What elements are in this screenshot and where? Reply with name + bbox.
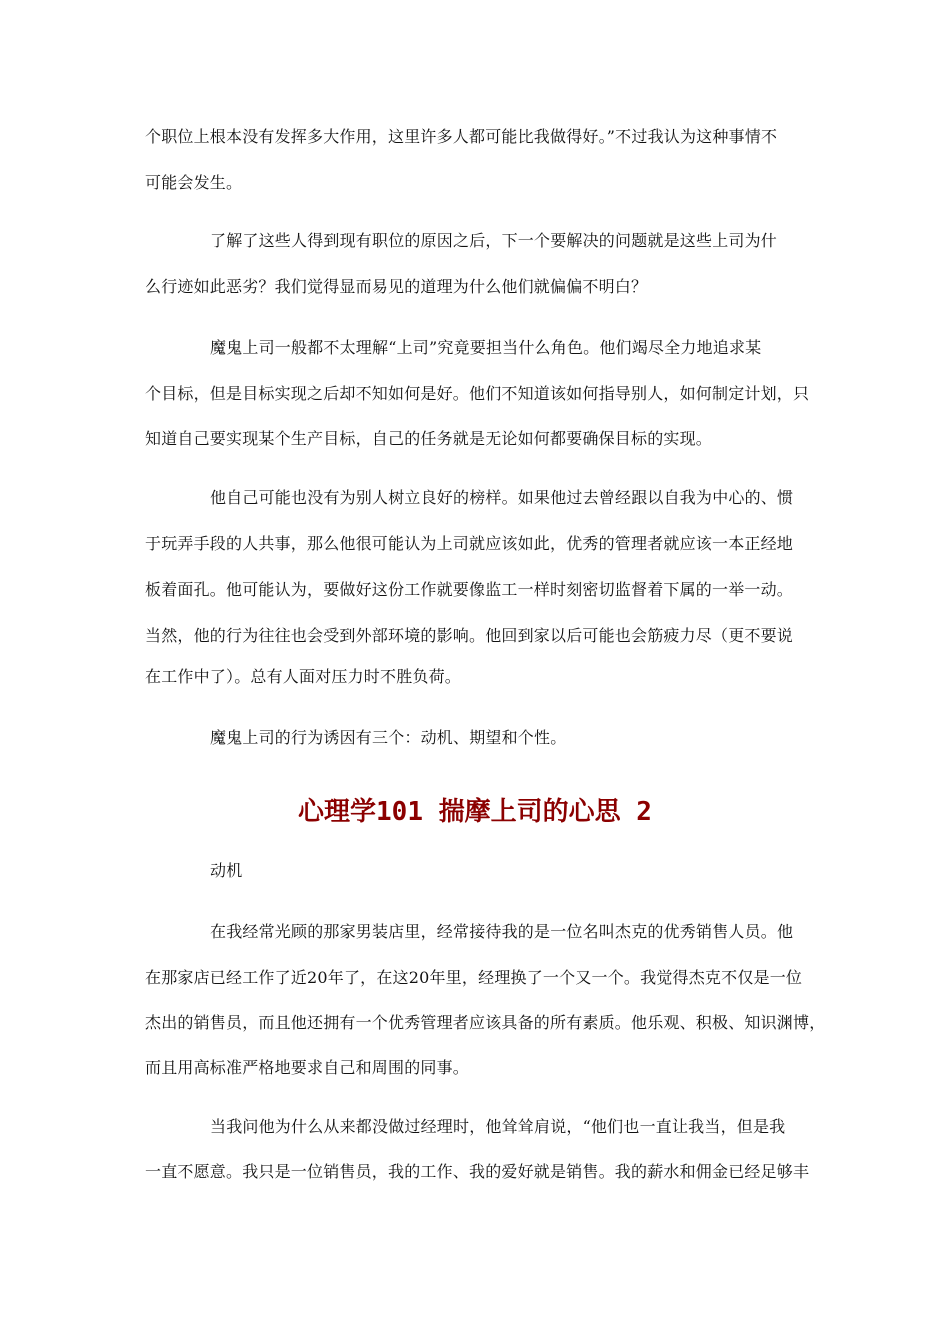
paragraph-2-line-2: 么行迹如此恶劣？我们觉得显而易见的道理为什么他们就偏偏不明白？	[145, 277, 648, 296]
paragraph-1-line-2: 可能会发生。	[145, 173, 243, 192]
paragraph-2-line-1: 了解了这些人得到现有职位的原因之后，下一个要解决的问题就是这些上司为什	[210, 231, 778, 250]
section-heading: 心理学101 揣摩上司的心思 2	[298, 797, 652, 827]
paragraph-6-line-1: 在我经常光顾的那家男装店里，经常接待我的是一位名叫杰克的优秀销售人员。他	[210, 922, 794, 941]
subheading: 动机	[210, 861, 243, 880]
paragraph-4-line-2: 于玩弄手段的人共事，那么他很可能认为上司就应该如此，优秀的管理者就应该一本正经地	[145, 534, 794, 553]
paragraph-5-line-1: 魔鬼上司的行为诱因有三个：动机、期望和个性。	[210, 728, 567, 747]
paragraph-3-line-1: 魔鬼上司一般都不太理解“上司”究竟要担当什么角色。他们竭尽全力地追求某	[210, 338, 762, 357]
paragraph-3-line-3: 知道自己要实现某个生产目标，自己的任务就是无论如何都要确保目标的实现。	[145, 429, 713, 448]
paragraph-6-line-4: 而且用高标准严格地要求自己和周围的同事。	[145, 1058, 470, 1077]
paragraph-4-line-1: 他自己可能也没有为别人树立良好的榜样。如果他过去曾经跟以自我为中心的、惯	[210, 488, 794, 507]
paragraph-7-line-2: 一直不愿意。我只是一位销售员，我的工作、我的爱好就是销售。我的薪水和佣金已经足够丰	[145, 1162, 810, 1181]
paragraph-6-line-2: 在那家店已经工作了近20年了，在这20年里，经理换了一个又一个。我觉得杰克不仅是一位	[145, 968, 803, 987]
paragraph-7-line-1: 当我问他为什么从来都没做过经理时，他耸耸肩说，“他们也一直让我当，但是我	[210, 1117, 786, 1136]
paragraph-1-line-1: 个职位上根本没有发挥多大作用，这里许多人都可能比我做得好。”不过我认为这种事情不	[145, 127, 778, 146]
paragraph-4-line-5: 在工作中了）。总有人面对压力时不胜负荷。	[145, 667, 462, 686]
paragraph-4-line-3: 板着面孔。他可能认为，要做好这份工作就要像监工一样时刻密切监督着下属的一举一动。	[145, 580, 794, 599]
paragraph-6-line-3: 杰出的销售员，而且他还拥有一个优秀管理者应该具备的所有素质。他乐观、积极、知识渊博，	[145, 1013, 826, 1032]
paragraph-4-line-4: 当然，他的行为往往也会受到外部环境的影响。他回到家以后可能也会筋疲力尽（更不要说	[145, 626, 794, 645]
paragraph-3-line-2: 个目标，但是目标实现之后却不知如何是好。他们不知道该如何指导别人，如何制定计划，只	[145, 384, 810, 403]
